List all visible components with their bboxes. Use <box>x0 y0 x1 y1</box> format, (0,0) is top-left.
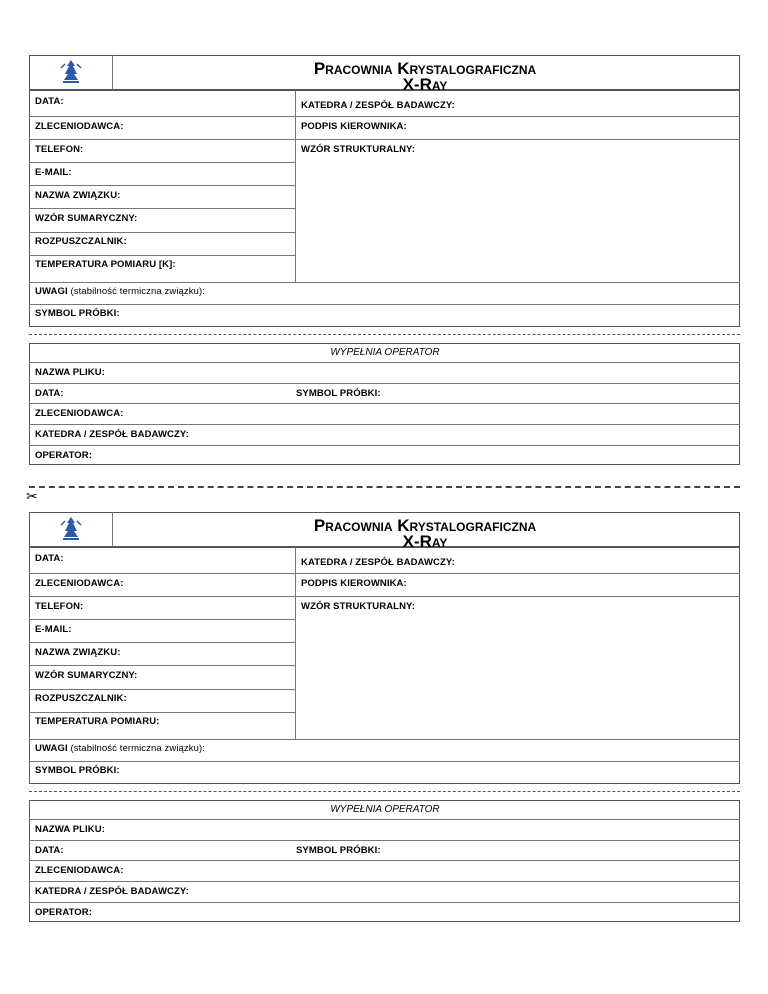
request-form-1 <box>0 0 768 460</box>
field-katedra: KATEDRA / ZESPÓŁ BADAWCZY: <box>301 557 455 568</box>
op-nazwa-pliku: NAZWA PLIKU: <box>35 824 105 835</box>
field-symbol: SYMBOL PRÓBKI: <box>35 765 120 776</box>
op-katedra: KATEDRA / ZESPÓŁ BADAWCZY: <box>35 886 189 897</box>
field-email: E-MAIL: <box>35 624 72 635</box>
field-email: E-MAIL: <box>35 167 72 178</box>
field-nazwa-zwiazku: NAZWA ZWIĄZKU: <box>35 190 121 201</box>
field-zleceniodawca: ZLECENIODAWCA: <box>35 578 124 589</box>
field-uwagi-note: (stabilność termiczna związku): <box>70 286 206 297</box>
form-title: Pracownia Krystalograficzna <box>313 516 537 535</box>
cut-line <box>29 334 740 335</box>
op-data: DATA: <box>35 388 64 399</box>
field-katedra: KATEDRA / ZESPÓŁ BADAWCZY: <box>301 100 455 111</box>
field-wzor-sumaryczny: WZÓR SUMARYCZNY: <box>35 670 138 681</box>
field-data: DATA: <box>35 96 64 107</box>
field-telefon: TELEFON: <box>35 601 84 612</box>
crystallography-logo-icon <box>55 515 87 545</box>
crystallography-logo-icon <box>55 58 87 88</box>
field-wzor-strukturalny: WZÓR STRUKTURALNY: <box>301 601 416 612</box>
field-nazwa-zwiazku: NAZWA ZWIĄZKU: <box>35 647 121 658</box>
scissors-icon: ✂ <box>26 488 38 504</box>
field-podpis: PODPIS KIEROWNIKA: <box>301 121 407 132</box>
op-operator: OPERATOR: <box>35 907 93 918</box>
op-katedra: KATEDRA / ZESPÓŁ BADAWCZY: <box>35 429 189 440</box>
field-wzor-strukturalny: WZÓR STRUKTURALNY: <box>301 144 416 155</box>
field-temperatura: TEMPERATURA POMIARU: <box>35 716 160 727</box>
field-telefon: TELEFON: <box>35 144 84 155</box>
field-data: DATA: <box>35 553 64 564</box>
op-data: DATA: <box>35 845 64 856</box>
op-nazwa-pliku: NAZWA PLIKU: <box>35 367 105 378</box>
field-wzor-sumaryczny: WZÓR SUMARYCZNY: <box>35 213 138 224</box>
form-subtitle: X-Ray <box>402 532 448 551</box>
op-zleceniodawca: ZLECENIODAWCA: <box>35 865 124 876</box>
field-temperatura: TEMPERATURA POMIARU [K]: <box>35 259 176 270</box>
op-symbol: SYMBOL PRÓBKI: <box>296 845 381 856</box>
op-zleceniodawca: ZLECENIODAWCA: <box>35 408 124 419</box>
field-rozpuszczalnik: ROZPUSZCZALNIK: <box>35 693 127 704</box>
field-uwagi: UWAGI (stabilność termiczna związku): <box>35 743 206 754</box>
operator-title: WYPEŁNIA OPERATOR <box>330 347 440 358</box>
field-podpis: PODPIS KIEROWNIKA: <box>301 578 407 589</box>
form-title: Pracownia Krystalograficzna <box>313 59 537 78</box>
op-symbol: SYMBOL PRÓBKI: <box>296 388 381 399</box>
field-zleceniodawca: ZLECENIODAWCA: <box>35 121 124 132</box>
form-subtitle: X-Ray <box>402 75 448 94</box>
field-rozpuszczalnik: ROZPUSZCZALNIK: <box>35 236 127 247</box>
cut-line <box>29 791 740 792</box>
field-symbol: SYMBOL PRÓBKI: <box>35 308 120 319</box>
field-uwagi: UWAGI (stabilność termiczna związku): <box>35 286 206 297</box>
field-uwagi-note: (stabilność termiczna związku): <box>70 743 206 754</box>
op-operator: OPERATOR: <box>35 450 93 461</box>
operator-title: WYPEŁNIA OPERATOR <box>330 804 440 815</box>
request-form-2 <box>0 457 768 917</box>
